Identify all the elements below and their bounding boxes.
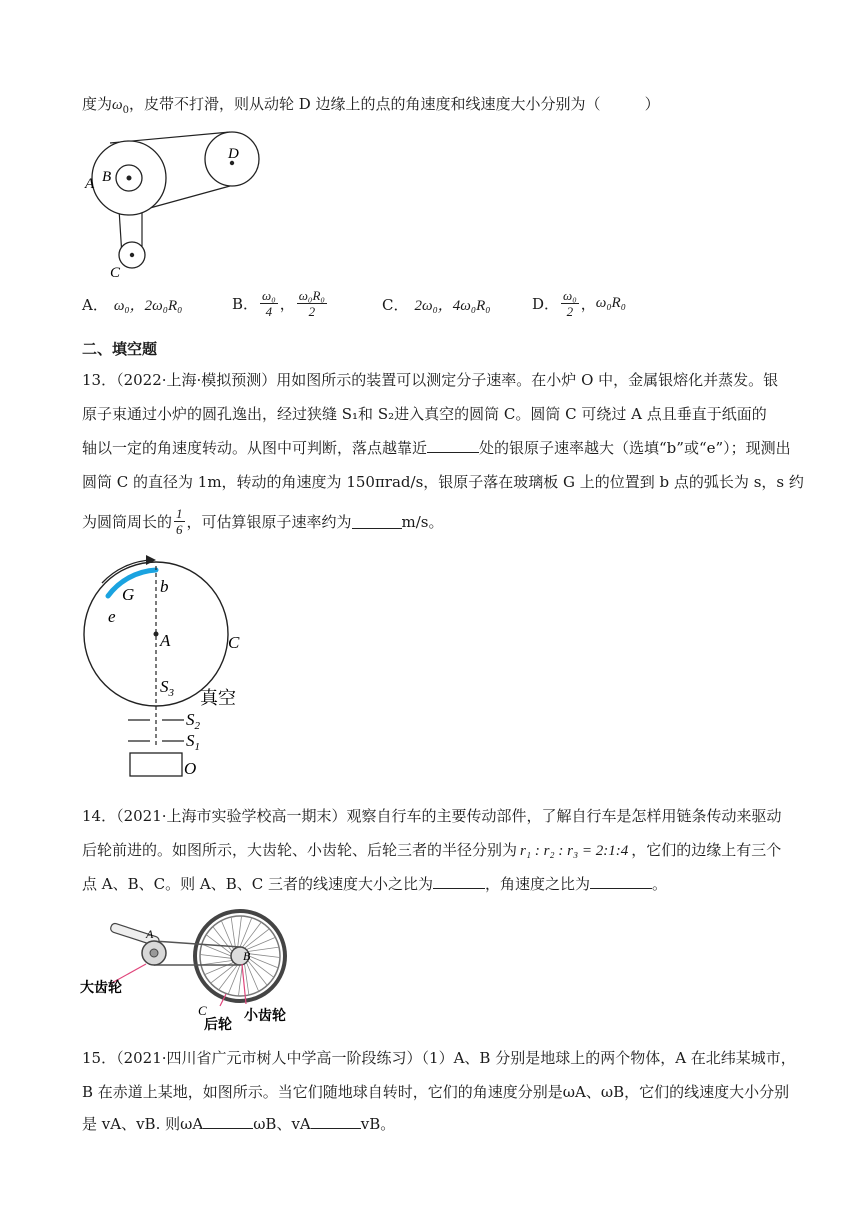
label-A-cylinder: A xyxy=(160,631,171,650)
bicycle-gear-figure xyxy=(80,908,300,1032)
option-B[interactable] xyxy=(232,288,329,319)
q13-fraction: $\frac{1}{6}$ xyxy=(176,506,183,537)
q15-line3-a: 是 vA、vB. 则ωA xyxy=(82,1115,204,1133)
omega0-symbol: ω xyxy=(112,97,123,113)
label-small-gear: 小齿轮 xyxy=(244,1009,286,1024)
omega0-sub: 0 xyxy=(122,105,129,116)
option-C-text: 2ω₀，4ω₀R₀ xyxy=(414,298,491,314)
blank-q13-1[interactable] xyxy=(427,438,479,453)
option-D-text2: ω₀R₀ xyxy=(595,295,626,311)
blank-q15-2[interactable] xyxy=(311,1114,361,1129)
q12-intro-b: ，皮带不打滑，则从动轮 D 边缘上的点的角速度和线速度大小分别为（ xyxy=(128,95,601,113)
blank-q14-2[interactable] xyxy=(590,874,652,889)
q13-line5-b: ，可估算银原子速率约为 xyxy=(186,512,352,531)
q15-line3-b: ωB、vA xyxy=(253,1115,311,1133)
option-D-sep: ， xyxy=(580,295,596,313)
option-A[interactable] xyxy=(82,294,182,315)
q14-line2-b: ，它们的边缘上有三个 xyxy=(631,841,782,859)
option-A-text: ω₀，2ω₀R₀ xyxy=(113,298,183,314)
label-C-cylinder: C xyxy=(228,633,240,652)
q15-line3 xyxy=(82,1114,395,1134)
label-O: O xyxy=(184,759,197,778)
q14-ratio: r₁ : r₂ : r₃ = 2:1:4 xyxy=(520,843,629,859)
q12-intro-c: ） xyxy=(644,95,660,113)
cylinder-figure xyxy=(80,548,270,780)
q14-line3 xyxy=(82,874,667,894)
q14-line3-b: ，角速度之比为 xyxy=(484,875,590,893)
blank-q13-2[interactable] xyxy=(352,514,402,529)
option-B-frac1: $\frac{\text{ω₀}}{4}$ xyxy=(262,288,276,319)
blank-q14-1[interactable] xyxy=(433,874,485,889)
option-D-frac1: $\frac{\text{ω₀}}{2}$ xyxy=(563,288,577,319)
q12-intro-line xyxy=(82,94,660,121)
q14-line3-c: 。 xyxy=(652,875,668,893)
q14-line2-a: 后轮前进的。如图所示，大齿轮、小齿轮、后轮三者的半径分别为 xyxy=(82,841,518,859)
blank-q15-1[interactable] xyxy=(203,1114,253,1129)
option-B-sep: ， xyxy=(279,295,295,313)
q13-line2: 原子束通过小炉的圆孔逸出，经过狭缝 S₁和 S₂进入真空的圆筒 C。圆筒 C 可绕过 A 点且垂直于纸面的 xyxy=(82,405,767,423)
q13-line5 xyxy=(82,506,444,537)
label-S1: $S_1$ xyxy=(186,731,200,753)
q15-line1: 15．（2021·四川省广元市树人中学高一阶段练习）（1）A、B 分别是地球上的两个物体，A 在北纬某城市， xyxy=(82,1049,796,1067)
section-heading: 二、填空题 xyxy=(82,340,158,358)
option-C[interactable] xyxy=(382,294,490,315)
label-vacuum: 真空 xyxy=(200,688,236,708)
label-big-gear: 大齿轮 xyxy=(80,981,122,996)
label-rear-wheel: 后轮 xyxy=(204,1018,232,1032)
label-G: G xyxy=(122,585,135,604)
q13-line4: 圆筒 C 的直径为 1m，转动的角速度为 150πrad/s，银原子落在玻璃板 G 上的位置到 b 点的弧长为 s，s 约 xyxy=(82,473,804,491)
label-B: B xyxy=(102,169,112,185)
q14-line3-a: 点 A、B、C。则 A、B、C 三者的线速度大小之比为 xyxy=(82,875,433,893)
label-b: b xyxy=(160,577,169,596)
pulley-figure xyxy=(80,128,270,288)
option-D-label: D． xyxy=(532,295,560,313)
q15-line3-c: vB。 xyxy=(360,1115,396,1133)
q14-line2 xyxy=(82,840,781,861)
option-B-frac2: $\frac{\text{ω₀R₀}}{2}$ xyxy=(298,288,325,319)
label-C-bike: C xyxy=(198,1003,207,1018)
label-D: D xyxy=(228,146,239,162)
label-A: A xyxy=(85,176,95,192)
q12-intro-a: 度为 xyxy=(82,95,113,113)
label-A-bike: A xyxy=(146,927,154,941)
q13-line5-a: 为圆筒周长的 xyxy=(82,512,173,531)
option-A-label: A． xyxy=(82,296,108,314)
q13-line1: 13．（2022·上海·模拟预测）用如图所示的装置可以测定分子速率。在小炉 O 中，金属银熔化并蒸发。银 xyxy=(82,371,779,389)
q13-line5-c: m/s。 xyxy=(401,512,444,531)
label-e: e xyxy=(108,607,116,626)
q14-line1: 14．（2021·上海市实验学校高一期末）观察自行车的主要传动部件，了解自行车是怎样用链条传动来驱动 xyxy=(82,807,782,825)
q13-line3 xyxy=(82,438,791,458)
option-B-label: B． xyxy=(232,295,259,313)
option-D[interactable] xyxy=(532,288,626,319)
label-S3: $S_3$ xyxy=(160,677,174,699)
label-B-bike: B xyxy=(243,949,251,963)
label-S2: $S_2$ xyxy=(186,710,200,732)
option-C-label: C． xyxy=(382,296,409,314)
label-C: C xyxy=(110,265,121,281)
q15-line2: B 在赤道上某地，如图所示。当它们随地球自转时，它们的角速度分别是ωA、ωB，它们的线速度大小分别 xyxy=(82,1083,790,1101)
q13-line3-a: 轴以一定的角速度转动。从图中可判断，落点越靠近 xyxy=(82,439,428,457)
q13-line3-b: 处的银原子速率越大（选填“b”或“e”）；现测出 xyxy=(479,439,791,457)
